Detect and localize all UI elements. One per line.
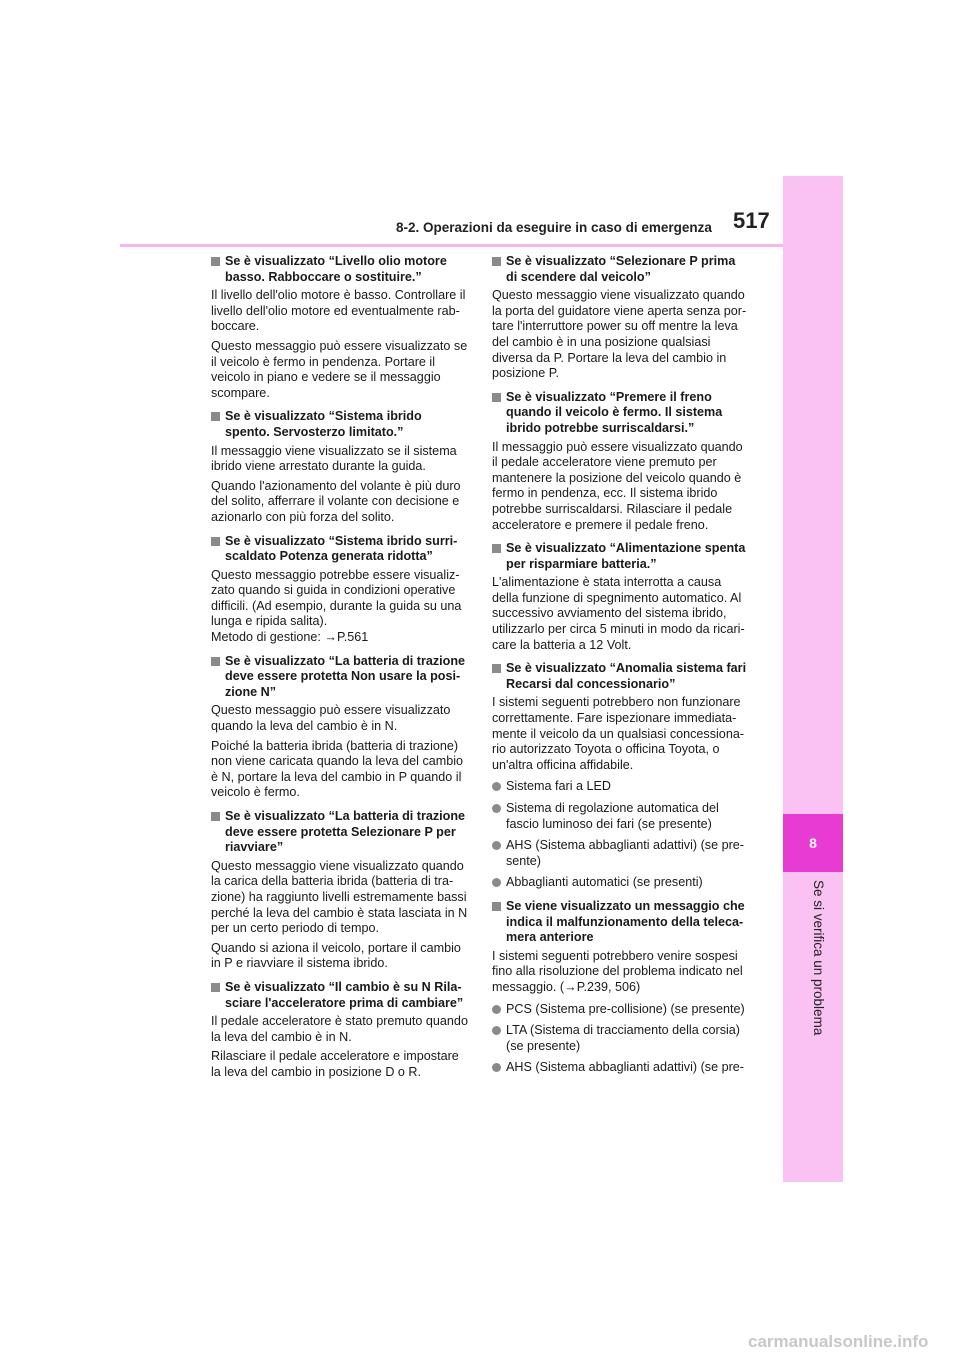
- message-section: [492, 390, 749, 533]
- square-bullet-icon: [492, 664, 501, 673]
- message-section: [211, 654, 468, 801]
- square-bullet-icon: [211, 657, 220, 666]
- paragraph: Il livello dell'olio motore è basso. Controllare il livello dell'olio motore ed eventualmente rab-boccare.: [211, 288, 466, 334]
- bullet-item: Sistema fari a LED: [492, 779, 749, 795]
- paragraph: Questo messaggio può essere visualizzato quando la leva del cambio è in N.: [211, 703, 451, 734]
- round-bullet-icon: [492, 841, 501, 850]
- page-number: 517: [733, 208, 770, 233]
- round-bullet-icon: [492, 782, 501, 791]
- section-heading: Se è visualizzato “Livello olio motore basso. Rabboccare o sostituire.”: [211, 254, 468, 285]
- section-heading: Se è visualizzato “Selezionare P prima di scendere dal veicolo”: [492, 254, 749, 285]
- left-column: [211, 254, 468, 1089]
- message-section: [492, 899, 749, 1076]
- chapter-number-badge: 8: [783, 814, 843, 872]
- round-bullet-icon: [492, 804, 501, 813]
- message-section: [211, 534, 468, 646]
- message-section: [211, 254, 468, 401]
- section-heading: Se è visualizzato “Premere il freno quando il veicolo è fermo. Il sistema ibrido potrebbe surriscaldarsi.”: [492, 390, 749, 437]
- section-heading: Se è visualizzato “Il cambio è su N Rila-sciare l'acceleratore prima di cambiare”: [211, 980, 468, 1011]
- paragraph: L'alimentazione è stata interrotta a causa della funzione di spegnimento automatico. Al successivo avviamento del sistema ibrido, utilizzarlo per circa 5 minuti in modo da ricari-care la batteria a 12 Volt.: [492, 575, 745, 652]
- square-bullet-icon: [492, 393, 501, 402]
- square-bullet-icon: [211, 412, 220, 421]
- paragraph: Il messaggio viene visualizzato se il sistema ibrido viene arrestato durante la guida.: [211, 443, 457, 474]
- round-bullet-icon: [492, 1063, 501, 1072]
- section-heading: Se è visualizzato “La batteria di trazione deve essere protetta Selezionare P per riavviare”: [211, 809, 468, 856]
- round-bullet-icon: [492, 1026, 501, 1035]
- paragraph: Rilasciare il pedale acceleratore e impostare la leva del cambio in posizione D o R.: [211, 1049, 459, 1079]
- section-heading: Se viene visualizzato un messaggio che indica il malfunzionamento della teleca-mera anteriore: [492, 899, 749, 946]
- section-heading: Se è visualizzato “Sistema ibrido spento. Servosterzo limitato.”: [211, 409, 468, 440]
- message-section: [492, 254, 749, 382]
- square-bullet-icon: [211, 257, 220, 266]
- bullet-item: AHS (Sistema abbaglianti adattivi) (se pre-: [492, 1060, 749, 1076]
- paragraph: Questo messaggio viene visualizzato quando la carica della batteria ibrida (batteria di tra-zione) ha raggiunto livelli estremamente bassi perché la leva del cambio è stata lasciata in N per un certo periodo di tempo.: [211, 858, 468, 936]
- paragraph: Quando l'azionamento del volante è più duro del solito, afferrare il volante con decisione e azionarlo con più forza del solito.: [211, 478, 461, 524]
- paragraph: Il pedale acceleratore è stato premuto quando la leva del cambio è in N.: [211, 1014, 468, 1044]
- bullet-item: AHS (Sistema abbaglianti adattivi) (se pre-sente): [492, 838, 749, 869]
- bullet-item: Sistema di regolazione automatica del fascio luminoso dei fari (se presente): [492, 801, 749, 832]
- square-bullet-icon: [211, 812, 220, 821]
- bullet-item: PCS (Sistema pre-collisione) (se presente): [492, 1002, 749, 1018]
- paragraph: Il messaggio può essere visualizzato quando il pedale acceleratore viene premuto per mantenere la posizione del veicolo quando è fermo in pendenza, ecc. Il sistema ibrido potrebbe surriscaldarsi. Rilasciare il pedale acceleratore e premere il pedale freno.: [492, 439, 743, 532]
- message-section: [211, 980, 468, 1081]
- square-bullet-icon: [211, 537, 220, 546]
- round-bullet-icon: [492, 1005, 501, 1014]
- section-heading: Se è visualizzato “Alimentazione spenta per risparmiare batteria.”: [492, 541, 749, 572]
- chapter-label: Se si verifica un problema: [811, 880, 826, 1036]
- square-bullet-icon: [492, 902, 501, 911]
- paragraph: Quando si aziona il veicolo, portare il cambio in P e riavviare il sistema ibrido.: [211, 940, 461, 971]
- section-heading: Se è visualizzato “Sistema ibrido surri-scaldato Potenza generata ridotta”: [211, 534, 468, 565]
- section-title: 8-2. Operazioni da eseguire in caso di emergenza: [396, 220, 712, 235]
- paragraph: Poiché la batteria ibrida (batteria di trazione) non viene caricata quando la leva del cambio è N, portare la leva del cambio in P quando il veicolo è fermo.: [211, 738, 464, 800]
- message-section: [211, 409, 468, 525]
- section-heading: Se è visualizzato “La batteria di trazione deve essere protetta Non usare la posi-zione N”: [211, 654, 468, 701]
- paragraph: I sistemi seguenti potrebbero non funzionare correttamente. Fare ispezionare immediata-mente il veicolo da un qualsiasi concessiona-rio autorizzato Toyota o officina Toyota, o un'altra officina affidabile.: [492, 695, 745, 772]
- paragraph: I sistemi seguenti potrebbero venire sospesi fino alla risoluzione del problema indicato nel messaggio. (→P.239, 506): [492, 948, 743, 994]
- right-column: [492, 254, 749, 1084]
- square-bullet-icon: [492, 257, 501, 266]
- section-heading: Se è visualizzato “Anomalia sistema fari Recarsi dal concessionario”: [492, 661, 749, 692]
- square-bullet-icon: [211, 983, 220, 992]
- square-bullet-icon: [492, 544, 501, 553]
- header-divider: [120, 244, 783, 247]
- bullet-item: Abbaglianti automatici (se presenti): [492, 875, 749, 891]
- page-reference[interactable]: Metodo di gestione: →P.561: [211, 630, 369, 645]
- watermark: carmanualsonline.info: [748, 1332, 929, 1351]
- round-bullet-icon: [492, 878, 501, 887]
- paragraph: Questo messaggio viene visualizzato quando la porta del guidatore viene aperta senza por-tare l'interruttore power su off mentre la leva del cambio è in una posizione qualsiasi diversa da P. Portare la leva del cambio in posizione P.: [492, 288, 747, 381]
- message-section: [492, 541, 749, 653]
- message-section: [211, 809, 468, 972]
- paragraph: Questo messaggio potrebbe essere visualiz-zato quando si guida in condizioni operative difficili. (Ad esempio, durante la guida su una lunga e ripida salita).: [211, 567, 462, 629]
- bullet-item: LTA (Sistema di tracciamento della corsia) (se presente): [492, 1023, 749, 1054]
- paragraph: Questo messaggio può essere visualizzato se il veicolo è fermo in pendenza. Portare il veicolo in piano e vedere se il messaggio scompare.: [211, 338, 468, 400]
- message-section: [492, 661, 749, 891]
